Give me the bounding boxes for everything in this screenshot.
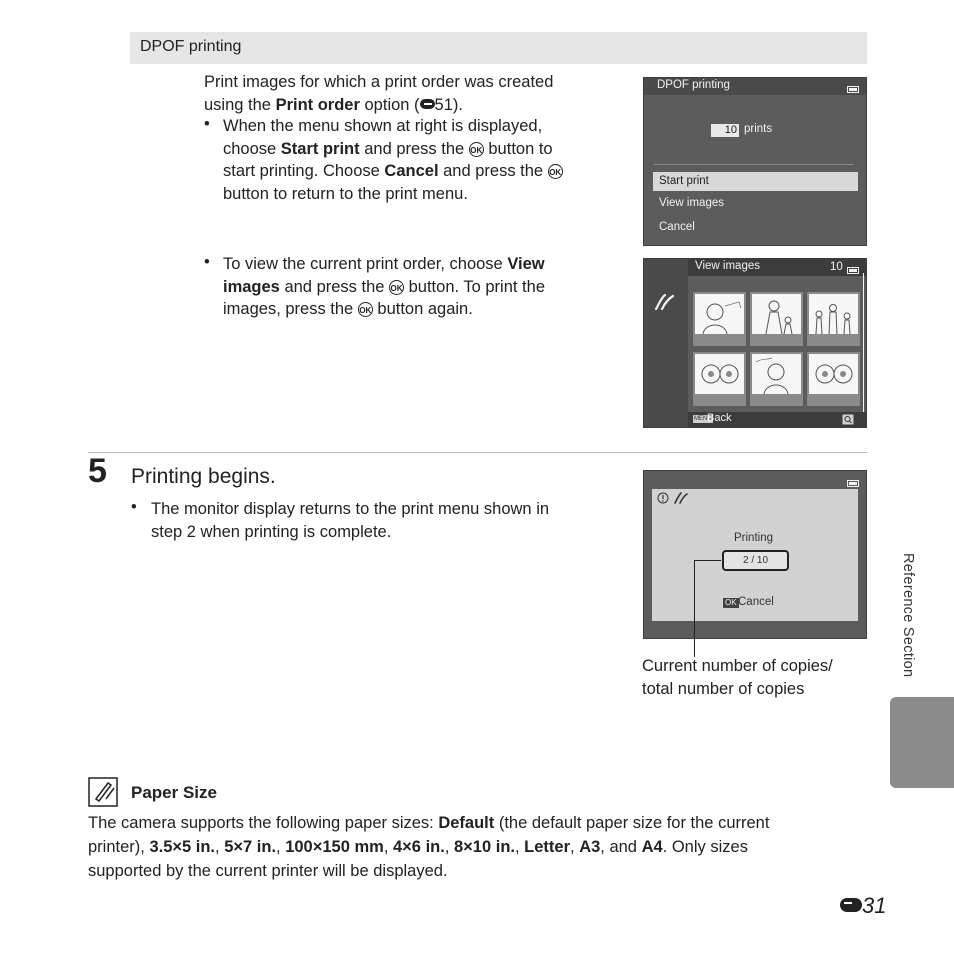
bullet-1: [223, 115, 613, 205]
reference-e-icon: [420, 99, 435, 109]
section-header-bar: [130, 32, 867, 64]
callout-line-2: total number of copies: [642, 680, 805, 698]
image-thumbnail[interactable]: [693, 352, 746, 406]
note-pencil-icon: [88, 777, 118, 807]
intro-paragraph: [204, 71, 604, 116]
intro-line-1: Print images for which a print order was created: [204, 73, 554, 91]
bullet-1-line-2: choose Start print and press the OK button to: [223, 139, 553, 158]
side-section-label: [896, 553, 918, 703]
bullet-2: [223, 253, 613, 321]
bullet-1-line-1: When the menu shown at right is displayed,: [223, 117, 543, 135]
progress-counter: [722, 550, 789, 571]
menu-item-label: View images: [659, 197, 724, 209]
menu-item-label: Cancel: [659, 221, 695, 233]
menu-divider: [654, 164, 854, 165]
progress-text: 2 / 10: [742, 555, 769, 566]
side-section-tab: [890, 697, 954, 788]
page-number-value: 31: [862, 893, 887, 918]
intro-ref-page: 51: [434, 95, 453, 114]
bullet-1-line-3: start printing. Choose Cancel and press the OK: [223, 162, 562, 180]
image-thumbnail[interactable]: [807, 352, 860, 406]
ok-button-icon: OK: [548, 164, 563, 179]
intro-line-2: using the Print order option ( 51).: [204, 95, 463, 114]
battery-icon: [847, 267, 859, 274]
callout-line-1: Current number of copies/: [642, 657, 833, 675]
section-header-title: DPOF printing: [140, 38, 242, 55]
step-number: 5: [88, 452, 107, 490]
screen1-title: DPOF printing: [657, 79, 730, 91]
menu-key-icon: MENU: [694, 416, 712, 422]
note-body: [88, 811, 868, 883]
step-title: Printing begins.: [131, 465, 276, 488]
camera-screen-printing: [643, 470, 867, 639]
image-thumbnail[interactable]: [750, 292, 803, 346]
bullet-2-line-1: To view the current print order, choose View: [223, 255, 545, 273]
section-divider: [88, 452, 867, 453]
ok-key-icon: OK: [725, 598, 737, 607]
bullet-dot: •: [204, 115, 210, 133]
pictbridge-icon: [653, 292, 677, 312]
cancel-label[interactable]: Cancel: [738, 596, 774, 608]
page-number: [840, 893, 886, 919]
note-line-3: supported by the current printer will be displayed.: [88, 862, 448, 880]
group-photo-icon: [809, 294, 858, 334]
screen2-count: 10: [830, 261, 843, 273]
callout-leader-vertical: [694, 560, 695, 657]
ok-button-icon: OK: [469, 142, 484, 157]
menu-item-label: Start print: [659, 175, 709, 187]
warning-icon: [657, 492, 669, 504]
bullet-2-line-2: images and press the OK button. To print the: [223, 277, 545, 296]
flower-photo-icon: [695, 354, 744, 394]
image-thumbnail[interactable]: [693, 292, 746, 346]
image-thumbnail[interactable]: [807, 292, 860, 346]
pictbridge-icon: [673, 491, 689, 505]
print-count-label: prints: [744, 123, 773, 135]
menu-item-start-print[interactable]: [653, 172, 858, 191]
screen-side-strip: [644, 259, 688, 427]
side-section-label-text: Reference Section: [900, 553, 916, 678]
menu-item-view-images[interactable]: [653, 195, 858, 214]
zoom-icon: [842, 414, 854, 425]
ok-button-icon: OK: [389, 280, 404, 295]
bullet-1-line-4: button to return to the print menu.: [223, 184, 468, 203]
note-title: Paper Size: [131, 783, 217, 802]
image-thumbnail[interactable]: [750, 352, 803, 406]
portrait-photo-icon: [695, 294, 744, 334]
portrait-photo-icon: [752, 354, 801, 394]
portrait-photo-icon: [752, 294, 801, 334]
bullet-dot: •: [131, 498, 137, 516]
note-line-1: The camera supports the following paper sizes: Default (the default paper size for the current: [88, 814, 770, 832]
back-label[interactable]: Back: [707, 412, 732, 424]
battery-icon: [847, 480, 859, 487]
step-bullet-line-2: step 2 when printing is complete.: [151, 522, 392, 541]
ok-button-icon: OK: [358, 302, 373, 317]
reference-e-icon: [840, 898, 862, 912]
callout-leader-horizontal: [694, 560, 721, 561]
printing-label: Printing: [734, 532, 773, 544]
print-count-field[interactable]: 10: [711, 124, 739, 137]
step-bullet: [151, 498, 611, 543]
bullet-2-line-3: images, press the OK button again.: [223, 300, 473, 318]
flower-photo-icon: [809, 354, 858, 394]
bullet-dot: •: [204, 253, 210, 271]
step-bullet-line-1: The monitor display returns to the print menu shown in: [151, 500, 550, 518]
callout-text: [642, 655, 833, 701]
menu-item-cancel[interactable]: [653, 219, 858, 238]
scrollbar-line: [863, 273, 864, 413]
note-line-2: printer), 3.5×5 in., 5×7 in., 100×150 mm, 4×6 in., 8×10 in., Letter, A3, and A4. Only sizes: [88, 838, 748, 856]
screen2-title: View images: [695, 260, 760, 272]
battery-icon: [847, 86, 859, 93]
camera-screen-view-images: [643, 258, 867, 428]
camera-screen-dpof-menu: [643, 77, 867, 246]
